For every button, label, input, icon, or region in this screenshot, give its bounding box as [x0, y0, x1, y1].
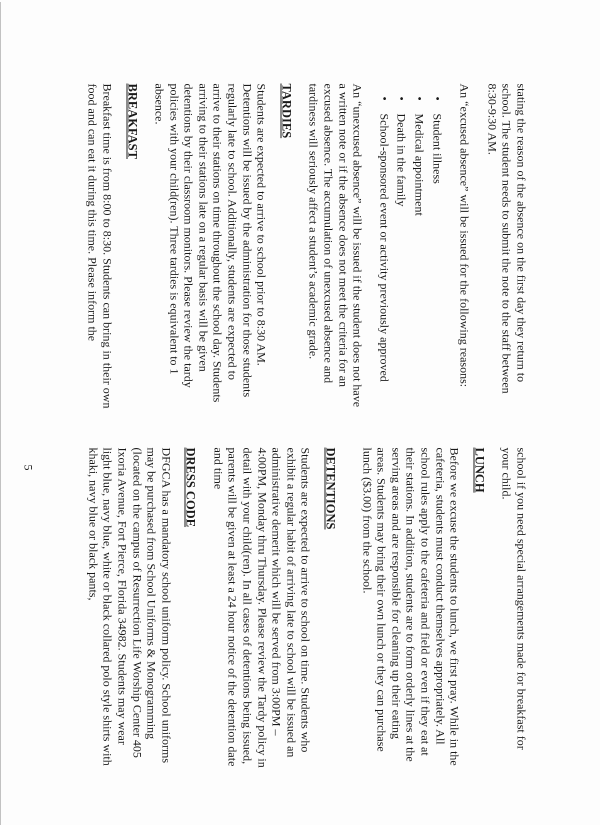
lunch-heading: LUNCH: [472, 447, 487, 493]
dress-code-paragraph: DFGCA has a mandatory school uniform policy. School uniforms may be purchased from School Uniforms & Monogramming (located on the campus of Resurrection Life Worship Center 405 Ixoria Avenue, Fort Pierce, Florida 34982. Students may wear light blue, navy blue, white or black collared polo style shirts with khaki, navy blue or black pants,: [86, 447, 174, 766]
breakfast-heading: BREAKFAST: [125, 83, 140, 159]
excused-reasons-list: [377, 84, 444, 409]
left-column: [72, 84, 528, 409]
unexcused-absence-paragraph: An “unexcused absence” will be issued if the student does not have a written note or if the absence does not meet the criteria for an excused absence. The accumulation of unexcused absence and tardiness will seriously affect a student’s academic grade.: [306, 83, 365, 408]
detentions-heading: DETENTIONS: [323, 447, 338, 530]
lunch-paragraph: Before we excuse the students to lunch, we first pray. While in the cafeteria, students must conduct themselves appropriately. All school rules apply to the cafeteria and field or even if they eat at their stations. In addition, students are to form orderly lines at the serving areas and are responsible for cleaning up their eating areas. Students may bring their own lunch or they can purchase lunch ($3.00) from the school.: [360, 447, 462, 766]
tardies-heading: TARDIES: [279, 83, 294, 139]
right-column: [73, 448, 529, 770]
list-item: • Death in the family: [394, 114, 409, 409]
list-item: • School-sponsored event or activity previously approved: [377, 114, 392, 409]
list-item: • Student illness: [430, 114, 445, 409]
detentions-paragraph: Students are expected to arrive to school on time. Students who exhibit a regular habit of arriving late to school will be issued an administrative demerit which will be served from 3:00PM – 4:00PM, Monday thru Thursday. Please review the Tardy policy in detail with your child(ren). In all cases of detentions being issued, parents will be given at least a 24 hour notice of the detention date and time: [211, 447, 313, 768]
page-number: 5: [21, 464, 36, 471]
dress-code-heading: DRESS CODE: [183, 447, 198, 528]
absence-note-paragraph: stating the reason of the absence on the first day they return to school. The student needs to submit the note to the staff between 8:30-9:30 AM.: [485, 83, 529, 394]
tardies-paragraph: Students are expected to arrive to school prior to 8:30 AM. Detentions will be issued by the administration for those students regularly late to school. Additionally, students are expected to arrive to their stations on time throughout the school day. Students arriving to their stations late on a regular basis will be given detentions by their classroom monitors. Please review the tardy policies with your child(ren). Three tardies is equivalent to 1 absence.: [152, 83, 269, 403]
rotated-booklet-spread: [1, 0, 600, 825]
excused-absence-paragraph: An “excused absence” will be issued for the following reasons:: [457, 83, 472, 388]
breakfast-paragraph: Breakfast time is from 8:00 to 8:30. Students can bring in their own food and can eat it during this time. Please inform the: [85, 83, 115, 409]
breakfast-continued-paragraph: school if you need special arrangements made for breakfast for your child.: [499, 447, 529, 750]
list-item: • Medical appointment: [412, 114, 427, 409]
